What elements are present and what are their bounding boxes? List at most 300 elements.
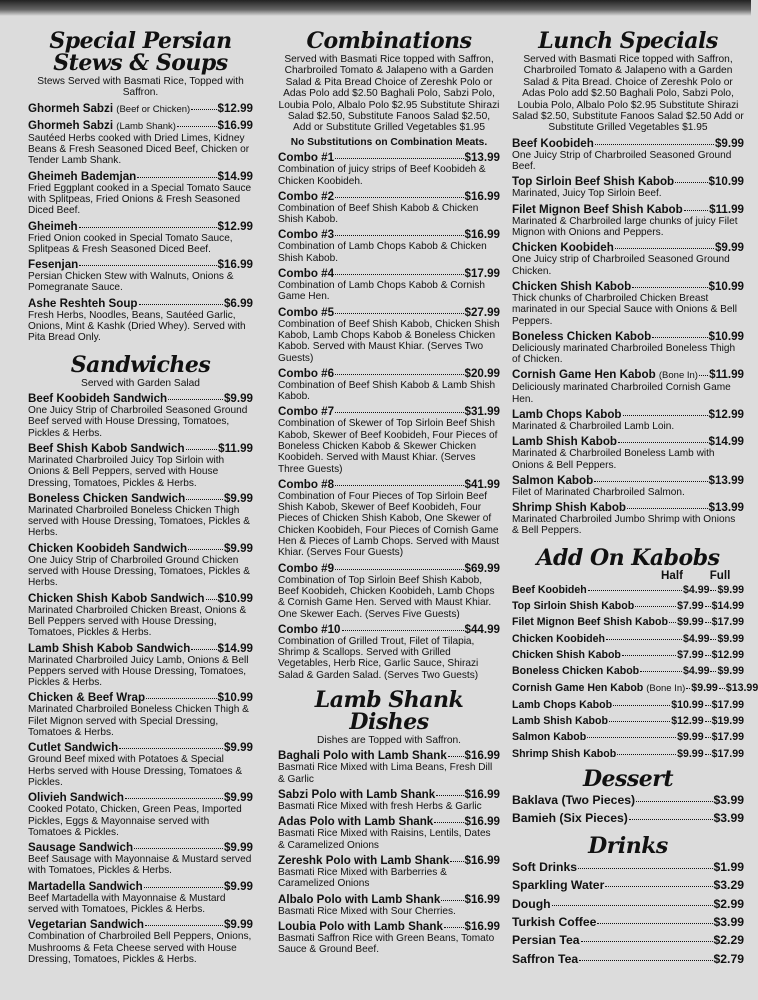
item-name-text: Martadella Sandwich bbox=[28, 879, 143, 893]
item-description: Combination of Charbroiled Bell Peppers, Onions, Mushrooms & Feta Cheese served with House Dressing, Tomatoes, Pickles & Herbs. bbox=[28, 931, 252, 965]
item-name-text: Olivieh Sandwich bbox=[28, 791, 124, 805]
item-name-text: Combo #5 bbox=[278, 305, 335, 319]
menu-item bbox=[28, 102, 253, 116]
item-price: $3.99 bbox=[713, 793, 744, 808]
item-name-text: Top Sirloin Beef Shish Kabob bbox=[512, 175, 675, 189]
item-name bbox=[512, 877, 604, 893]
leader-dots bbox=[594, 481, 707, 482]
leader-dots bbox=[719, 688, 725, 689]
item-name-text: Combo #4 bbox=[278, 267, 335, 281]
item-description: Ground Beef mixed with Potatoes & Special Herbs served with House Dressing, Tomatoes & Pickles. bbox=[28, 754, 243, 788]
item-row bbox=[278, 749, 500, 762]
item-name bbox=[28, 258, 78, 271]
item-row bbox=[28, 392, 253, 405]
menu-section bbox=[512, 30, 744, 537]
leader-dots bbox=[606, 639, 682, 640]
leader-dots bbox=[335, 274, 463, 275]
item-description: Deliciously marinated Charbroiled Boneless Thigh of Chicken. bbox=[512, 342, 736, 366]
item-price: $44.99 bbox=[464, 622, 500, 636]
item-name-text: Shrimp Shish Kabob bbox=[512, 747, 617, 760]
item-name bbox=[512, 932, 580, 948]
item-name bbox=[512, 175, 674, 188]
column-left bbox=[28, 30, 253, 965]
addon-row bbox=[512, 631, 744, 647]
item-name-text: Combo #10 bbox=[278, 622, 341, 636]
item-row bbox=[28, 791, 253, 804]
leader-dots bbox=[615, 248, 714, 249]
menu-item bbox=[278, 306, 500, 364]
item-name bbox=[28, 542, 187, 555]
addon-row bbox=[512, 680, 758, 697]
item-name-text: Shrimp Shish Kabob bbox=[512, 501, 627, 515]
leader-dots bbox=[578, 868, 712, 869]
top-shadow bbox=[0, 0, 751, 16]
item-name-text: Chicken Shish Kabob bbox=[512, 648, 621, 661]
item-price: $16.99 bbox=[464, 919, 500, 933]
item-name-text: Lamb Chops Kabob bbox=[512, 698, 613, 711]
item-name bbox=[28, 918, 144, 931]
item-price: $16.99 bbox=[464, 189, 500, 203]
item-description: Combination of Four Pieces of Top Sirloin Beef Shish Kabob, Skewer of Beef Koobideh, Four Pieces of Chicken Shish Kabob, One Skewer of Chicken Koobideh, Four Pieces of Cornish Game Hen & Pieces of Lamb Chops. Served with Maust Khiar. (Serves Four Guests) bbox=[278, 490, 500, 559]
leader-dots bbox=[186, 449, 218, 450]
item-row bbox=[278, 306, 500, 319]
item-name bbox=[512, 598, 634, 614]
section-title: Combinations bbox=[306, 28, 472, 54]
item-description: Beef Sausage with Mayonnaise & Mustard served with Tomatoes, Pickles & Herbs. bbox=[28, 854, 252, 877]
half-price: $9.99 bbox=[691, 681, 718, 694]
item-row bbox=[512, 859, 744, 875]
section-title: Dessert bbox=[582, 766, 674, 793]
item-name-text: Beef Shish Kabob Sandwich bbox=[28, 441, 185, 455]
item-name-text: Chicken Shish Kabob bbox=[512, 279, 632, 293]
item-name-text: Cornish Game Hen Kabob bbox=[512, 681, 644, 694]
leader-dots bbox=[623, 415, 708, 416]
menu-section bbox=[512, 768, 744, 827]
item-row bbox=[278, 478, 500, 491]
menu-item bbox=[278, 815, 500, 851]
item-price: $3.99 bbox=[713, 915, 744, 930]
item-price: $10.99 bbox=[708, 279, 744, 293]
leader-dots bbox=[191, 109, 216, 110]
leader-dots bbox=[588, 590, 682, 591]
leader-dots bbox=[335, 313, 463, 314]
leader-dots bbox=[448, 756, 464, 757]
leader-dots bbox=[168, 399, 223, 400]
leader-dots bbox=[434, 822, 463, 823]
item-name bbox=[28, 297, 138, 310]
section-intro: Served with Basmati Rice topped with Saffron, Charbroiled Tomato & Jalapeno with a Garden Salad & Pita Bread Choice of Zereshk Polo or Adas Polo add $2.50 Baghali Polo, Sabzi Polo, Loubia Polo, Albalo Polo $2.95 Substitute Shirazi Salad $2.50, Substitute Fanoos Salad $2.50, Add or Substitute Grilled Vegetables $1.95 bbox=[278, 54, 500, 134]
leader-dots bbox=[636, 801, 712, 802]
menu-item bbox=[278, 228, 500, 264]
item-name bbox=[512, 914, 596, 930]
leader-dots bbox=[595, 144, 714, 145]
half-price: $7.99 bbox=[677, 648, 704, 661]
leader-dots bbox=[335, 235, 463, 236]
item-name bbox=[278, 151, 334, 164]
item-description: Combination of Grilled Trout, Filet of Tilapia, Shrimp & Scallops. Served with Grilled Vegetables, Herb Rice, Garlic Sauce, Shirazi Salad & Garden Salad. (Serves Two Guests) bbox=[278, 635, 479, 681]
half-price: $7.99 bbox=[677, 600, 704, 613]
item-row bbox=[278, 367, 500, 380]
item-name bbox=[512, 582, 587, 598]
menu-item bbox=[28, 791, 253, 838]
item-name bbox=[28, 791, 124, 804]
item-price: $41.99 bbox=[464, 477, 500, 491]
item-name bbox=[512, 810, 628, 826]
item-name-text: Combo #3 bbox=[278, 228, 335, 242]
item-row bbox=[28, 119, 253, 133]
item-price: $9.99 bbox=[223, 741, 253, 755]
item-name-text: Lamb Shish Kabob Sandwich bbox=[28, 641, 191, 655]
item-name-text: Zereshk Polo with Lamb Shank bbox=[278, 853, 450, 867]
menu-item bbox=[512, 932, 744, 948]
item-row bbox=[512, 203, 744, 216]
item-name-text: Loubia Polo with Lamb Shank bbox=[278, 919, 443, 933]
item-name-text: Gheimeh Bademjan bbox=[28, 169, 137, 183]
item-description: Basmati Rice Mixed with Barberries & Caramelized Onions bbox=[278, 866, 447, 890]
item-name bbox=[278, 228, 334, 241]
leader-dots bbox=[705, 622, 711, 623]
item-row bbox=[512, 137, 744, 150]
column-middle bbox=[278, 30, 500, 955]
item-row bbox=[28, 691, 253, 704]
item-name bbox=[278, 562, 334, 575]
item-row bbox=[512, 474, 744, 487]
leader-dots bbox=[552, 905, 713, 906]
leader-dots bbox=[587, 737, 676, 738]
item-name bbox=[28, 119, 176, 133]
item-name bbox=[512, 368, 698, 382]
item-price: $9.99 bbox=[223, 491, 253, 505]
item-row bbox=[278, 815, 500, 828]
item-row bbox=[512, 951, 744, 967]
item-row bbox=[512, 241, 744, 254]
item-description: Combination of Beef Shish Kabob, Chicken Shish Kabob, Lamb Chops Kabob & Boneless Chicken Kabob. Served with Maust Khiar. (Serves Two Guests) bbox=[278, 318, 500, 364]
leader-dots bbox=[613, 705, 670, 706]
item-name-text: Salmon Kabob bbox=[512, 731, 587, 744]
leader-dots bbox=[635, 606, 676, 607]
item-price: $12.99 bbox=[217, 219, 253, 233]
item-row bbox=[28, 592, 253, 605]
item-name-text: Lamb Chops Kabob bbox=[512, 408, 622, 421]
item-name bbox=[512, 631, 605, 647]
item-price: $2.29 bbox=[713, 933, 744, 948]
item-row bbox=[28, 220, 253, 233]
item-description: Sautéed Herbs cooked with Dried Limes, Kidney Beans & Fresh Seasoned Diced Beef, Chicken or Tender Lamb Shank. bbox=[28, 132, 250, 167]
half-price: $10.99 bbox=[671, 698, 704, 711]
addon-row bbox=[512, 729, 744, 745]
leader-dots bbox=[177, 126, 217, 127]
item-name bbox=[512, 474, 593, 487]
half-price: $9.99 bbox=[677, 731, 704, 744]
item-price: $27.99 bbox=[464, 305, 500, 319]
leader-dots bbox=[686, 688, 690, 689]
item-description: One Juicy strip of Charbroiled Seasoned Ground Chicken. bbox=[512, 254, 730, 277]
item-description: Combination of Top Sirloin Beef Shish Kabob, Beef Koobideh, Chicken Koobideh, Lamb Chops & Cornish Game Hen. Served with Maust Khiar. One Skewer Each. (Serves Five Guests) bbox=[278, 574, 495, 620]
item-description: Fresh Herbs, Noodles, Beans, Sautéed Garlic, Onions, Mint & Kashk (Dried Whey). Served with Pita Bread Only. bbox=[28, 309, 246, 344]
leader-dots bbox=[705, 737, 711, 738]
item-row bbox=[278, 788, 500, 801]
menu-item bbox=[512, 137, 744, 173]
menu-item bbox=[512, 914, 744, 930]
addon-row bbox=[512, 598, 744, 614]
item-name bbox=[278, 478, 334, 491]
item-description: Deliciously marinated Charbroiled Cornish Game Hen. bbox=[512, 382, 731, 405]
addon-row bbox=[512, 614, 744, 630]
addon-row bbox=[512, 582, 744, 598]
item-description: Marinated & Charbroiled Boneless Lamb with Onions & Bell Peppers. bbox=[512, 448, 715, 471]
item-name bbox=[512, 746, 616, 762]
item-name-text: Dough bbox=[512, 896, 551, 911]
section-title: Sandwiches bbox=[70, 351, 211, 378]
item-name-text: Ghormeh Sabzi bbox=[28, 118, 114, 132]
item-row bbox=[28, 297, 253, 310]
item-price: $16.99 bbox=[464, 815, 500, 829]
item-description: Marinated Charbroiled Chicken Breast, Onions & Bell Peppers served with House Dressing, Tomatoes, Pickles & Herbs. bbox=[28, 604, 247, 639]
item-price: $9.99 bbox=[714, 136, 744, 150]
section-intro: Served with Garden Salad bbox=[81, 377, 200, 389]
leader-dots bbox=[675, 182, 707, 183]
item-price: $9.99 bbox=[714, 241, 744, 255]
item-description: Beef Martadella with Mayonnaise & Mustard served with Tomatoes, Pickles & Herbs. bbox=[28, 892, 226, 915]
item-price: $17.99 bbox=[464, 267, 500, 281]
leader-dots bbox=[450, 861, 463, 862]
item-note: (Bone In) bbox=[658, 370, 698, 382]
item-name-text: Albalo Polo with Lamb Shank bbox=[278, 892, 441, 906]
menu-item bbox=[278, 190, 500, 226]
item-description: Marinated Charbroiled Juicy Lamb, Onions & Bell Peppers served with House Dressing, Tomatoes, Pickles & Herbs. bbox=[28, 654, 249, 689]
item-name bbox=[28, 392, 167, 405]
item-row bbox=[28, 258, 253, 271]
item-description: One Juicy Strip of Charbroiled Seasoned Ground Beef served with House Dressing, Tomatoes, Pickles & Herbs. bbox=[28, 405, 248, 439]
item-name bbox=[28, 102, 190, 116]
item-name-text: Chicken Koobideh bbox=[512, 241, 614, 255]
item-row bbox=[278, 562, 500, 575]
item-name-text: Combo #1 bbox=[278, 151, 335, 165]
item-description: Marinated & Charbroiled Lamb Loin. bbox=[512, 421, 675, 432]
menu-item bbox=[512, 175, 744, 199]
leader-dots bbox=[342, 630, 464, 631]
menu-item bbox=[278, 893, 500, 917]
section-title: Lamb Shank Dishes bbox=[314, 687, 464, 736]
addon-list bbox=[512, 582, 758, 762]
item-row bbox=[278, 623, 500, 636]
full-price: $14.99 bbox=[711, 600, 744, 613]
item-name bbox=[278, 190, 334, 203]
item-name bbox=[512, 859, 577, 875]
item-name bbox=[512, 241, 614, 254]
item-row bbox=[278, 228, 500, 241]
item-name-text: Combo #2 bbox=[278, 189, 335, 203]
menu-item bbox=[28, 918, 253, 965]
leader-dots bbox=[622, 655, 676, 656]
item-row bbox=[512, 408, 744, 421]
item-row bbox=[512, 810, 744, 826]
item-name-text: Combo #8 bbox=[278, 477, 335, 491]
menu-item bbox=[28, 297, 253, 344]
item-name bbox=[512, 697, 612, 713]
item-name-text: Lamb Shish Kabob bbox=[512, 715, 608, 728]
section-intro: Stews Served with Basmati Rice, Topped with Saffron. bbox=[37, 76, 244, 99]
menu-item bbox=[28, 691, 253, 738]
item-price: $16.99 bbox=[464, 749, 500, 763]
leader-dots bbox=[119, 748, 223, 749]
menu-item bbox=[28, 392, 253, 439]
menu-item bbox=[28, 442, 253, 489]
item-name-text: Turkish Coffee bbox=[512, 915, 597, 930]
full-price: $17.99 bbox=[711, 731, 744, 744]
item-name bbox=[278, 854, 449, 867]
leader-dots bbox=[145, 925, 223, 926]
item-name bbox=[278, 920, 443, 933]
item-description: Combination of Beef Shish Kabob & Chicken Shish Kabob. bbox=[278, 202, 479, 226]
menu-item bbox=[512, 792, 744, 808]
item-name bbox=[512, 137, 594, 150]
item-name-text: Gheimeh bbox=[28, 219, 78, 233]
item-row bbox=[512, 932, 744, 948]
menu-item bbox=[28, 592, 253, 639]
leader-dots bbox=[627, 508, 708, 509]
item-name-text: Boneless Chicken Kabob bbox=[512, 665, 640, 678]
item-price: $16.99 bbox=[464, 892, 500, 906]
item-name bbox=[28, 220, 78, 233]
leader-dots bbox=[79, 227, 217, 228]
item-price: $13.99 bbox=[464, 151, 500, 165]
item-description: Combination of Beef Shish Kabob & Lamb Shish Kabob. bbox=[278, 379, 496, 403]
menu-item bbox=[278, 267, 500, 303]
menu-item bbox=[28, 170, 253, 217]
menu-item bbox=[512, 203, 744, 239]
item-name-text: Cutlet Sandwich bbox=[28, 741, 119, 755]
item-name-text: Salmon Kabob bbox=[512, 473, 594, 487]
leader-dots bbox=[629, 819, 713, 820]
item-price: $10.99 bbox=[708, 175, 744, 189]
item-name-text: Combo #6 bbox=[278, 366, 335, 380]
addon-row bbox=[512, 647, 744, 663]
item-description: Marinated Charbroiled Boneless Chicken Thigh & Filet Mignon served with Special Dressing, Tomatoes & Herbs. bbox=[28, 704, 249, 739]
item-name-text: Beef Koobideh bbox=[512, 136, 594, 150]
item-row bbox=[28, 880, 253, 893]
item-name-text: Top Sirloin Shish Kabob bbox=[512, 600, 635, 613]
menu-item bbox=[28, 492, 253, 539]
menu-item bbox=[512, 896, 744, 912]
item-name-text: Boneless Chicken Sandwich bbox=[28, 491, 186, 505]
menu-item bbox=[28, 119, 253, 167]
menu-item bbox=[512, 241, 744, 277]
menu-item bbox=[28, 258, 253, 294]
item-description: Basmati Rice Mixed with Sour Cherries. bbox=[278, 905, 456, 917]
item-name bbox=[278, 893, 440, 906]
item-price: $10.99 bbox=[217, 691, 253, 705]
leader-dots bbox=[191, 649, 216, 650]
menu-item bbox=[28, 642, 253, 689]
item-name bbox=[28, 442, 185, 455]
leader-dots bbox=[335, 485, 463, 486]
item-price: $13.99 bbox=[708, 501, 744, 515]
item-name bbox=[28, 880, 143, 893]
menu-item bbox=[28, 741, 253, 788]
item-row bbox=[28, 542, 253, 555]
item-name bbox=[278, 788, 435, 801]
item-row bbox=[28, 918, 253, 931]
item-price: $20.99 bbox=[464, 366, 500, 380]
leader-dots bbox=[139, 304, 223, 305]
item-name bbox=[278, 405, 334, 418]
item-price: $12.99 bbox=[708, 408, 744, 421]
menu-item bbox=[28, 880, 253, 916]
leader-dots bbox=[186, 499, 223, 500]
item-row bbox=[512, 896, 744, 912]
item-note: (Lamb Shank) bbox=[116, 120, 176, 132]
item-description: Thick chunks of Charbroiled Chicken Breast marinated in our Special Sauce with Onions & Bell Peppers. bbox=[512, 292, 737, 327]
item-row bbox=[28, 102, 253, 116]
item-price: $6.99 bbox=[223, 296, 253, 310]
item-price: $16.99 bbox=[464, 788, 500, 802]
menu-item bbox=[512, 877, 744, 893]
leader-dots bbox=[669, 622, 676, 623]
leader-dots bbox=[335, 412, 463, 413]
item-price: $2.99 bbox=[713, 896, 744, 911]
item-price: $69.99 bbox=[464, 561, 500, 575]
leader-dots bbox=[146, 698, 216, 699]
item-price: $14.99 bbox=[217, 169, 253, 183]
item-row bbox=[278, 893, 500, 906]
item-price: $1.99 bbox=[713, 859, 744, 874]
leader-dots bbox=[597, 923, 712, 924]
item-price: $11.99 bbox=[709, 368, 744, 382]
menu-section bbox=[512, 544, 758, 762]
item-name-text: Baklava (Two Pieces) bbox=[512, 793, 636, 808]
item-row bbox=[28, 841, 253, 854]
full-price: $19.99 bbox=[711, 715, 744, 728]
menu-item bbox=[28, 220, 253, 256]
item-name-text: Combo #7 bbox=[278, 405, 335, 419]
menu-item bbox=[512, 501, 744, 537]
item-description: Fried Onion cooked in Special Tomato Sauce, Splitpeas & Fresh Seasoned Diced Beef. bbox=[28, 232, 233, 255]
item-price: $14.99 bbox=[217, 641, 253, 655]
item-description: Marinated, Juicy Top Sirloin Beef. bbox=[512, 188, 662, 200]
item-price: $9.99 bbox=[223, 392, 253, 406]
leader-dots bbox=[705, 754, 711, 755]
item-name bbox=[28, 170, 136, 183]
item-row bbox=[28, 170, 253, 183]
item-name-text: Beef Koobideh bbox=[512, 583, 587, 596]
leader-dots bbox=[144, 887, 223, 888]
item-description: Marinated Charbroiled Juicy Top Sirloin with Onions & Bell Peppers, served with House Dressing, Tomatoes, Pickles & Herbs. bbox=[28, 454, 225, 489]
section-title: Lunch Specials bbox=[538, 28, 718, 54]
menu-item bbox=[512, 368, 744, 405]
leader-dots bbox=[617, 754, 676, 755]
item-name bbox=[512, 280, 631, 293]
item-name bbox=[512, 680, 685, 697]
item-price: $2.79 bbox=[713, 951, 744, 966]
item-name-text: Lamb Shish Kabob bbox=[512, 435, 617, 449]
item-name-text: Adas Polo with Lamb Shank bbox=[278, 815, 434, 829]
full-price: $17.99 bbox=[711, 698, 744, 711]
leader-dots bbox=[652, 337, 707, 338]
item-description: Combination of Skewer of Top Sirloin Beef Shish Kabob, Skewer of Beef Koobideh, Four Pieces of Boneless Chicken Kabob & Skewer Chicken Koobideh. Served with Maust Khiar. (Serves Three Guests) bbox=[278, 418, 498, 475]
menu-item bbox=[278, 367, 500, 403]
item-price: $14.99 bbox=[708, 435, 744, 449]
item-price: $11.99 bbox=[709, 202, 744, 216]
item-row bbox=[28, 442, 253, 455]
menu-item bbox=[512, 408, 744, 432]
item-row bbox=[278, 854, 500, 867]
full-price: $9.99 bbox=[717, 665, 744, 678]
item-name bbox=[278, 749, 447, 762]
addon-row bbox=[512, 746, 744, 762]
item-description: Combination of Lamb Chops Kabob & Cornish Game Hen. bbox=[278, 280, 486, 303]
item-name bbox=[512, 896, 551, 912]
